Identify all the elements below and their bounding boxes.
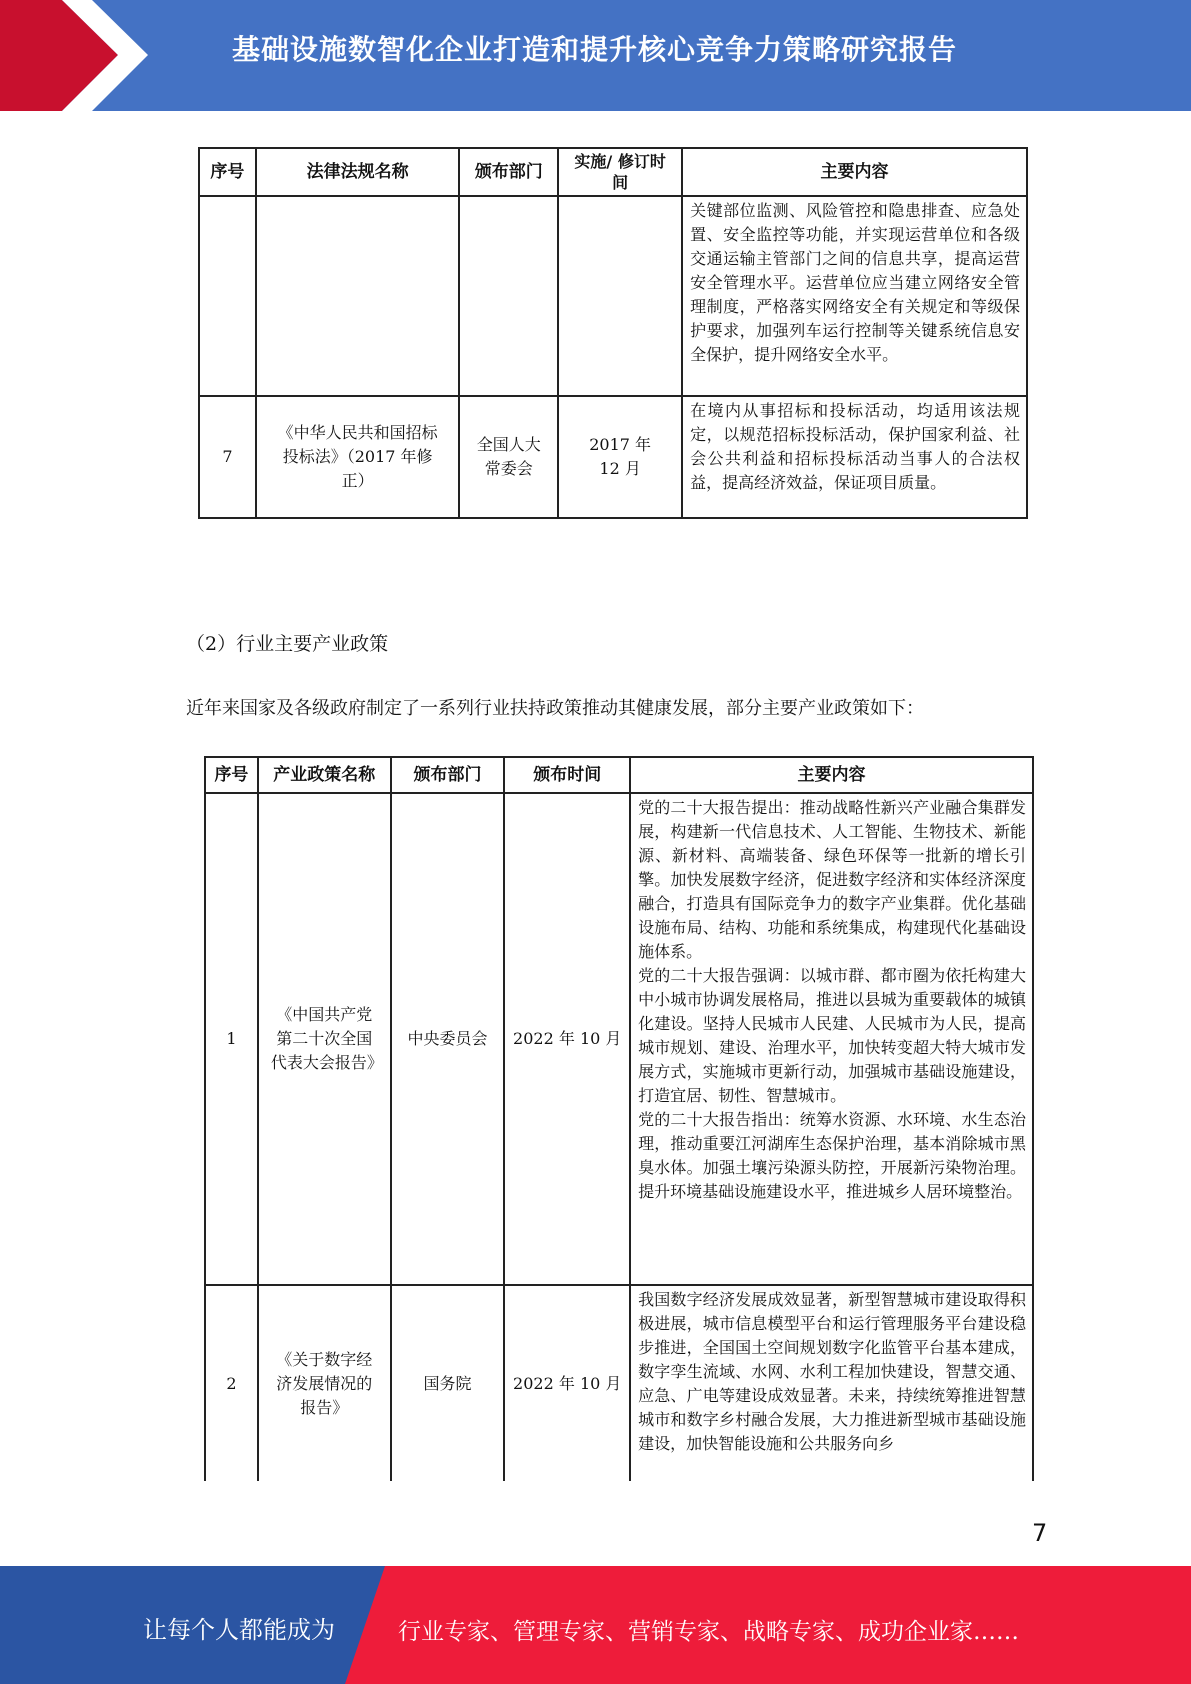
page-footer — [0, 1566, 1191, 1684]
content-paragraph: 我国数字经济发展成效显著，新型智慧城市建设取得积极进展，城市信息模型平台和运行管理服务平台建设稳步推进，全国国土空间规划数字化监管平台基本建成，数字孪生流域、水网、水利工程加快建设，智慧交通、应急、广电等建设成效显著。未来，持续统筹推进智慧城市和数字乡村融合发展，大力推进新型城市基础设施建设，加快智能设施和公共服务向乡 — [638, 1290, 1026, 1453]
header-cell: 颁布部门 — [391, 757, 505, 793]
header-cell: 序号 — [205, 757, 258, 793]
date-cell: 2022 年 10 月 — [504, 1285, 630, 1481]
dept-cell: 全国人大常委会 — [459, 396, 558, 518]
header-cell: 序号 — [199, 148, 256, 196]
table-row — [199, 196, 1027, 396]
policy-name-cell: 《关于数字经济发展情况的报告》 — [258, 1285, 391, 1481]
law-name-cell: 《中华人民共和国招标投标法》（2017 年修正） — [256, 396, 460, 518]
header-cell: 产业政策名称 — [258, 757, 391, 793]
policies-table — [204, 756, 1034, 1481]
dept-cell: 中央委员会 — [391, 793, 505, 1285]
row-number-cell: 7 — [199, 396, 256, 518]
content-cell: 关键部位监测、风险管控和隐患排查、应急处置、安全监控等功能，并实现运营单位和各级交通运输主管部门之间的信息共享，提高运营安全管理水平。运营单位应当建立网络安全管理制度，严格落实网络安全有关规定和等级保护要求，加强列车运行控制等关键系统信息安全保护，提升网络安全水平。 — [682, 196, 1027, 396]
law-name-cell — [256, 196, 460, 396]
page-number: 7 — [1032, 1519, 1048, 1547]
content-cell — [630, 1285, 1033, 1481]
row-number-cell: 1 — [205, 793, 258, 1285]
footer-slogan-left: 让每个人都能成为 — [143, 1616, 335, 1644]
content-cell — [630, 793, 1033, 1285]
row-number-cell: 2 — [205, 1285, 258, 1481]
date-cell: 2017 年 12 月 — [558, 396, 682, 518]
content-cell: 在境内从事招标和投标活动，均适用该法规定，以规范招标投标活动，保护国家利益、社会公共利益和招标投标活动当事人的合法权益，提高经济效益，保证项目质量。 — [682, 396, 1027, 518]
policy-name-cell: 《中国共产党第二十次全国代表大会报告》 — [258, 793, 391, 1285]
table-row — [205, 793, 1033, 1285]
header-cell: 颁布部门 — [459, 148, 558, 196]
date-cell — [558, 196, 682, 396]
report-title: 基础设施数智化企业打造和提升核心竞争力策略研究报告 — [232, 33, 958, 66]
row-number-cell — [199, 196, 256, 396]
header-cell: 实施/ 修订时间 — [558, 148, 682, 196]
laws-table — [198, 147, 1028, 519]
content-paragraph: 党的二十大报告强调：以城市群、都市圈为依托构建大中小城市协调发展格局，推进以县城为重要载体的城镇化建设。坚持人民城市人民建、人民城市为人民，提高城市规划、建设、治理水平，加快转变超大特大城市发展方式，实施城市更新行动，加强城市基础设施建设，打造宜居、韧性、智慧城市。 — [638, 966, 1026, 1105]
table-row — [205, 1285, 1033, 1481]
content-paragraph: 党的二十大报告指出：统筹水资源、水环境、水生态治理，推动重要江河湖库生态保护治理，基本消除城市黑臭水体。加强土壤污染源头防控，开展新污染物治理。提升环境基础设施建设水平，推进城乡人居环境整治。 — [638, 1110, 1026, 1201]
dept-cell: 国务院 — [391, 1285, 505, 1481]
table-header-row — [199, 148, 1027, 196]
section-heading: （2）行业主要产业政策 — [186, 633, 389, 655]
header-cell: 主要内容 — [630, 757, 1033, 793]
table-row — [199, 396, 1027, 518]
page-header — [0, 0, 1191, 111]
header-cell: 颁布时间 — [504, 757, 630, 793]
header-cell: 法律法规名称 — [256, 148, 460, 196]
date-cell: 2022 年 10 月 — [504, 793, 630, 1285]
content-paragraph: 党的二十大报告提出：推动战略性新兴产业融合集群发展，构建新一代信息技术、人工智能、生物技术、新能源、新材料、高端装备、绿色环保等一批新的增长引擎。加快发展数字经济，促进数字经济和实体经济深度融合，打造具有国际竞争力的数字产业集群。优化基础设施布局、结构、功能和系统集成，构建现代化基础设施体系。 — [638, 798, 1026, 961]
footer-slogan-right: 行业专家、管理专家、营销专家、战略专家、成功企业家…… — [398, 1619, 1019, 1645]
header-cell: 主要内容 — [682, 148, 1027, 196]
table-header-row — [205, 757, 1033, 793]
intro-paragraph: 近年来国家及各级政府制定了一系列行业扶持政策推动其健康发展，部分主要产业政策如下： — [186, 698, 924, 719]
header-arrow-decoration — [0, 0, 150, 111]
dept-cell — [459, 196, 558, 396]
